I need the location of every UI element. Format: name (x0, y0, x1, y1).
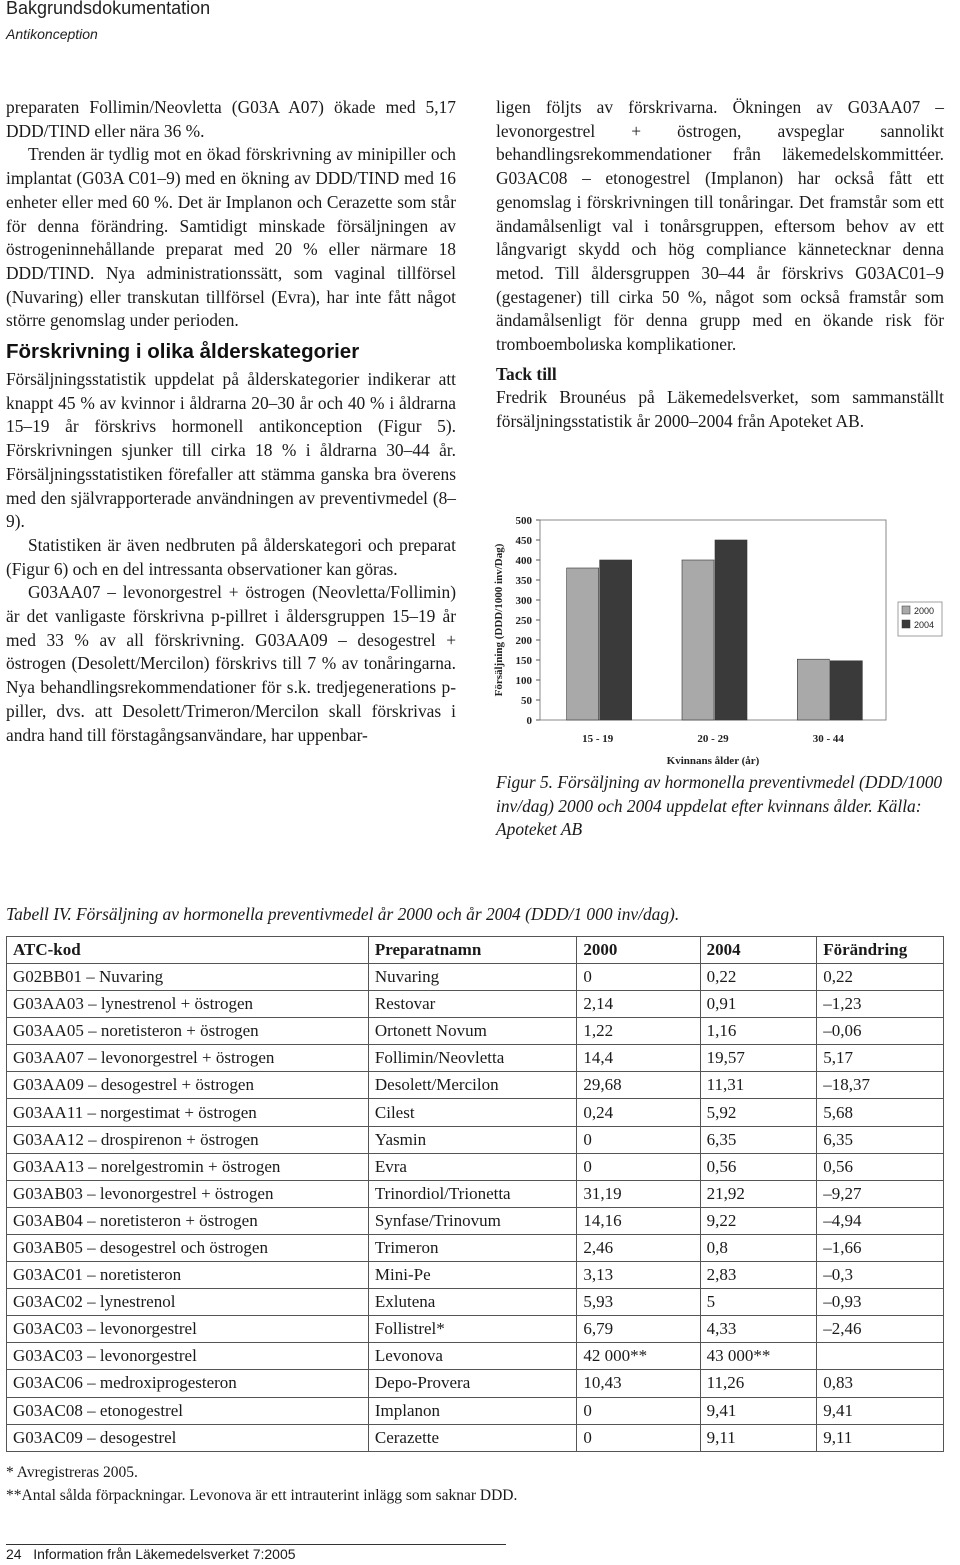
table-cell: 0 (577, 1397, 700, 1424)
section-heading: Förskrivning i olika ålderskategorier (6, 340, 360, 364)
table-row (7, 1316, 944, 1343)
table-cell: G03AC03 – levonorgestrel (7, 1316, 369, 1343)
table-cell: 0,24 (577, 1099, 700, 1126)
running-header-subtitle: Antikonception (6, 26, 98, 42)
table-cell: 9,41 (700, 1397, 817, 1424)
table-row (7, 1207, 944, 1234)
table-cell (817, 1343, 944, 1370)
table-cell: –1,23 (817, 991, 944, 1018)
table-cell: –0,93 (817, 1289, 944, 1316)
table-cell: 11,31 (700, 1072, 817, 1099)
table-cell: 4,33 (700, 1316, 817, 1343)
table-cell: 5,68 (817, 1099, 944, 1126)
table-cell: G03AC06 – medroxiprogesteron (7, 1370, 369, 1397)
table-cell: G03AB04 – noretisteron + östrogen (7, 1207, 369, 1234)
paragraph: Statistiken är även nedbruten på ålderskategori och preparat (Figur 6) och en del intressanta observationer kan göras. (6, 534, 456, 579)
table-cell: G03AA12 – drospirenon + östrogen (7, 1126, 369, 1153)
table-cell: –0,3 (817, 1262, 944, 1289)
paragraph: G03AA07 – levonorgestrel + östrogen (Neovletta/Follimin) är det vanligaste förskrivna p-pillret i åldersgruppen 15–19 år med 33 % av all förskrivning. G03AA09 – desogestrel + östrogen (Desolett/Mercilon) förskrivs till 7 % av tonåringarna. Nya behandlingsrekommendationer för s.k. tredjegenerations p-piller, dvs. att Desolett/Trimeron/Mercilon skall förskrivas i andra hand till förstagångsanvändare, har uppenbar- (6, 582, 456, 745)
table-cell: 10,43 (577, 1370, 700, 1397)
column-header: Förändring (817, 937, 944, 964)
table-cell: Mini-Pe (368, 1262, 576, 1289)
table-cell: Follistrel* (368, 1316, 576, 1343)
y-axis-label: Försäljning (DDD/1000 inv/Dag) (493, 543, 505, 697)
bar-2000 (797, 659, 829, 720)
table-cell: 42 000** (577, 1343, 700, 1370)
table-cell: 31,19 (577, 1180, 700, 1207)
table-cell: –2,46 (817, 1316, 944, 1343)
table-cell: 9,11 (700, 1424, 817, 1451)
y-tick-label: 50 (521, 695, 532, 707)
table-title: Tabell IV. Försäljning av hormonella preventivmedel år 2000 och år 2004 (DDD/1 000 inv/dag). (6, 904, 680, 924)
table-cell: 0,22 (700, 964, 817, 991)
table-cell: Implanon (368, 1397, 576, 1424)
table-row (7, 1018, 944, 1045)
table-cell: 6,79 (577, 1316, 700, 1343)
table-cell: G03AC09 – desogestrel (7, 1424, 369, 1451)
table-cell: 9,22 (700, 1207, 817, 1234)
table-cell: 14,16 (577, 1207, 700, 1234)
paragraph: Försäljningsstatistik uppdelat på ålderskategorier indikerar att knappt 45 % av kvinnor i åldrarna 20–30 år och 40 % i åldrarna 15–19 år förskrivs hormonell antikonception (Figur 5). Förskrivningen sjunker till cirka 18 % i åldrarna 30–44 år. Försäljningsstatistiken förefaller att stämma ganska bra överens med den självrapporterade användningen av preventivmedel (8–9). (6, 369, 456, 532)
table-cell: G03AC02 – lynestrenol (7, 1289, 369, 1316)
table-cell: 0,22 (817, 964, 944, 991)
table-cell: G03AA05 – noretisteron + östrogen (7, 1018, 369, 1045)
table-row (7, 1072, 944, 1099)
footer-rule (6, 1544, 506, 1545)
table-cell: 11,26 (700, 1370, 817, 1397)
table-row (7, 1262, 944, 1289)
table-cell: –1,66 (817, 1234, 944, 1261)
table-cell: 0 (577, 1126, 700, 1153)
legend-swatch (902, 606, 910, 614)
column-header: ATC-kod (7, 937, 369, 964)
footnote: **Antal sålda förpackningar. Levonova är ett intrauterint inlägg som saknar DDD. (6, 1487, 518, 1504)
thanks-heading: Tack till (496, 363, 557, 384)
table-cell: 19,57 (700, 1045, 817, 1072)
table-row (7, 1045, 944, 1072)
table-cell: –18,37 (817, 1072, 944, 1099)
x-tick-label: 15 - 19 (582, 733, 614, 745)
table-cell: 1,16 (700, 1018, 817, 1045)
table-cell: 5 (700, 1289, 817, 1316)
page-number: 24 (6, 1546, 22, 1562)
table-cell: Evra (368, 1153, 576, 1180)
table-cell: Exlutena (368, 1289, 576, 1316)
column-header: 2000 (577, 937, 700, 964)
table-cell: 0,56 (700, 1153, 817, 1180)
bar-2004 (600, 560, 632, 720)
table-cell: G03AA09 – desogestrel + östrogen (7, 1072, 369, 1099)
bar-2004 (830, 661, 862, 720)
paragraph: Fredrik Brounéus på Läkemedelsverket, som sammanställt försäljningsstatistik år 2000–2004 från Apoteket AB. (496, 387, 944, 432)
page-footer (6, 1546, 296, 1562)
table-cell: 0 (577, 1153, 700, 1180)
table-row (7, 1126, 944, 1153)
table-cell: G03AC01 – noretisteron (7, 1262, 369, 1289)
table-cell: G03AC08 – etonogestrel (7, 1397, 369, 1424)
table-cell: Synfase/Trinovum (368, 1207, 576, 1234)
table-cell: Desolett/Mercilon (368, 1072, 576, 1099)
table-row (7, 1180, 944, 1207)
table-cell: G03AA11 – norgestimat + östrogen (7, 1099, 369, 1126)
sales-table (6, 936, 944, 1452)
publication-name: Information från Läkemedelsverket 7:2005 (33, 1546, 296, 1562)
table-cell: 5,93 (577, 1289, 700, 1316)
column-header: Preparatnamn (368, 937, 576, 964)
table-cell: G03AA07 – levonorgestrel + östrogen (7, 1045, 369, 1072)
right-column (496, 96, 944, 434)
table-cell: 0,56 (817, 1153, 944, 1180)
table-row (7, 964, 944, 991)
table-cell: 9,41 (817, 1397, 944, 1424)
table-cell: –0,06 (817, 1018, 944, 1045)
x-tick-label: 20 - 29 (697, 733, 729, 745)
table-cell: 5,17 (817, 1045, 944, 1072)
table-row (7, 1234, 944, 1261)
y-tick-label: 150 (515, 655, 532, 667)
table-row (7, 1424, 944, 1451)
table-row (7, 1397, 944, 1424)
legend-label: 2000 (914, 606, 935, 616)
table-cell: 5,92 (700, 1099, 817, 1126)
y-tick-label: 250 (515, 615, 532, 627)
table-cell: Depo-Provera (368, 1370, 576, 1397)
table-cell: G03AB05 – desogestrel och östrogen (7, 1234, 369, 1261)
table-row (7, 1343, 944, 1370)
table-cell: 14,4 (577, 1045, 700, 1072)
table-cell: 2,83 (700, 1262, 817, 1289)
y-tick-label: 100 (515, 675, 532, 687)
table-cell: G03AA13 – norelgestromin + östrogen (7, 1153, 369, 1180)
table-cell: Cerazette (368, 1424, 576, 1451)
y-tick-label: 200 (515, 635, 532, 647)
table-header-row (7, 937, 944, 964)
table-cell: 29,68 (577, 1072, 700, 1099)
table-row (7, 1099, 944, 1126)
table-cell: 6,35 (700, 1126, 817, 1153)
y-tick-label: 350 (515, 575, 532, 587)
table-cell: 1,22 (577, 1018, 700, 1045)
table-cell: Nuvaring (368, 964, 576, 991)
table-cell: 0,91 (700, 991, 817, 1018)
running-header-title: Bakgrundsdokumentation (6, 0, 211, 18)
bar-2000 (682, 560, 714, 720)
table-cell: G03AB03 – levonorgestrel + östrogen (7, 1180, 369, 1207)
table-cell: G03AA03 – lynestrenol + östrogen (7, 991, 369, 1018)
table-cell: G02BB01 – Nuvaring (7, 964, 369, 991)
bar-2000 (567, 568, 599, 720)
table-cell: 21,92 (700, 1180, 817, 1207)
x-axis-label: Kvinnans ålder (år) (666, 755, 760, 767)
table-row (7, 1153, 944, 1180)
table-cell: 0,83 (817, 1370, 944, 1397)
figure-caption: Figur 5. Försäljning av hormonella preventivmedel (DDD/1000 inv/dag) 2000 och 2004 uppdelat efter kvinnans ålder. Källa: Apoteket AB (496, 772, 943, 839)
table-cell: 2,14 (577, 991, 700, 1018)
y-tick-label: 400 (515, 555, 532, 567)
y-tick-label: 500 (515, 515, 532, 527)
left-column (6, 96, 456, 747)
table-row (7, 1370, 944, 1397)
table-cell: 2,46 (577, 1234, 700, 1261)
table-cell: 43 000** (700, 1343, 817, 1370)
table-cell: 6,35 (817, 1126, 944, 1153)
paragraph: Trenden är tydlig mot en ökad förskrivning av minipiller och implantat (G03A C01–9) med en ökning av DDD/TIND med 16 enheter eller med 60 %. Det är Implanon och Cerazette som står för denna förändring. Samtidigt minskade försäljningen av östrogeninnehållande preparat med 20 % eller närmare 18 DDD/TIND. Nya administrationssätt, som vaginal tillförsel (Nuvaring) eller transkutan tillförsel (Evra), har inte fått något större genomslag under perioden. (6, 144, 456, 331)
table-cell: Follimin/Neovletta (368, 1045, 576, 1072)
table-cell: 0 (577, 1424, 700, 1451)
paragraph: preparaten Follimin/Neovletta (G03A A07) ökade med 5,17 DDD/TIND eller nära 36 %. (6, 97, 456, 141)
table-cell: 9,11 (817, 1424, 944, 1451)
table-cell: 3,13 (577, 1262, 700, 1289)
table-cell: 0 (577, 964, 700, 991)
footnote: * Avregistreras 2005. (6, 1464, 138, 1481)
bar-2004 (715, 540, 747, 720)
legend-swatch (902, 620, 910, 628)
table-cell: Restovar (368, 991, 576, 1018)
table-row (7, 1289, 944, 1316)
table-cell: Levonova (368, 1343, 576, 1370)
table-cell: 0,8 (700, 1234, 817, 1261)
table-row (7, 991, 944, 1018)
y-tick-label: 0 (526, 715, 532, 727)
table-cell: Cilest (368, 1099, 576, 1126)
table-cell: Trinordiol/Trionetta (368, 1180, 576, 1207)
table-cell: Yasmin (368, 1126, 576, 1153)
bar-chart (488, 512, 948, 774)
table-cell: –9,27 (817, 1180, 944, 1207)
table-cell: –4,94 (817, 1207, 944, 1234)
table-cell: Trimeron (368, 1234, 576, 1261)
y-tick-label: 450 (515, 535, 532, 547)
y-tick-label: 300 (515, 595, 532, 607)
table-cell: G03AC03 – levonorgestrel (7, 1343, 369, 1370)
x-tick-label: 30 - 44 (812, 733, 844, 745)
table-cell: Ortonett Novum (368, 1018, 576, 1045)
legend-label: 2004 (914, 620, 935, 630)
column-header: 2004 (700, 937, 817, 964)
paragraph: ligen följts av förskrivarna. Ökningen av G03AA07 – levonorgestrel + östrogen, avspeglar sannolikt behandlingsrekommendationer från läkemedelskommittéer. G03AC08 – etonogestrel (Implanon) har också fått ett genomslag i förskrivningen till tonåringar. Det framstår som ett ändamålsenligt val i tonårsgruppen, eftersom behov av ett långvarigt skydd och hög compliance kännetecknar denna metod. Till åldersgruppen 30–44 år förskrivs G03AC01–9 (gestagener) till cirka 50 %, något som också framstår som ändamålsenligt för denna grupp med en ökande risk för tromboembolиska komplikationer. (496, 97, 944, 355)
